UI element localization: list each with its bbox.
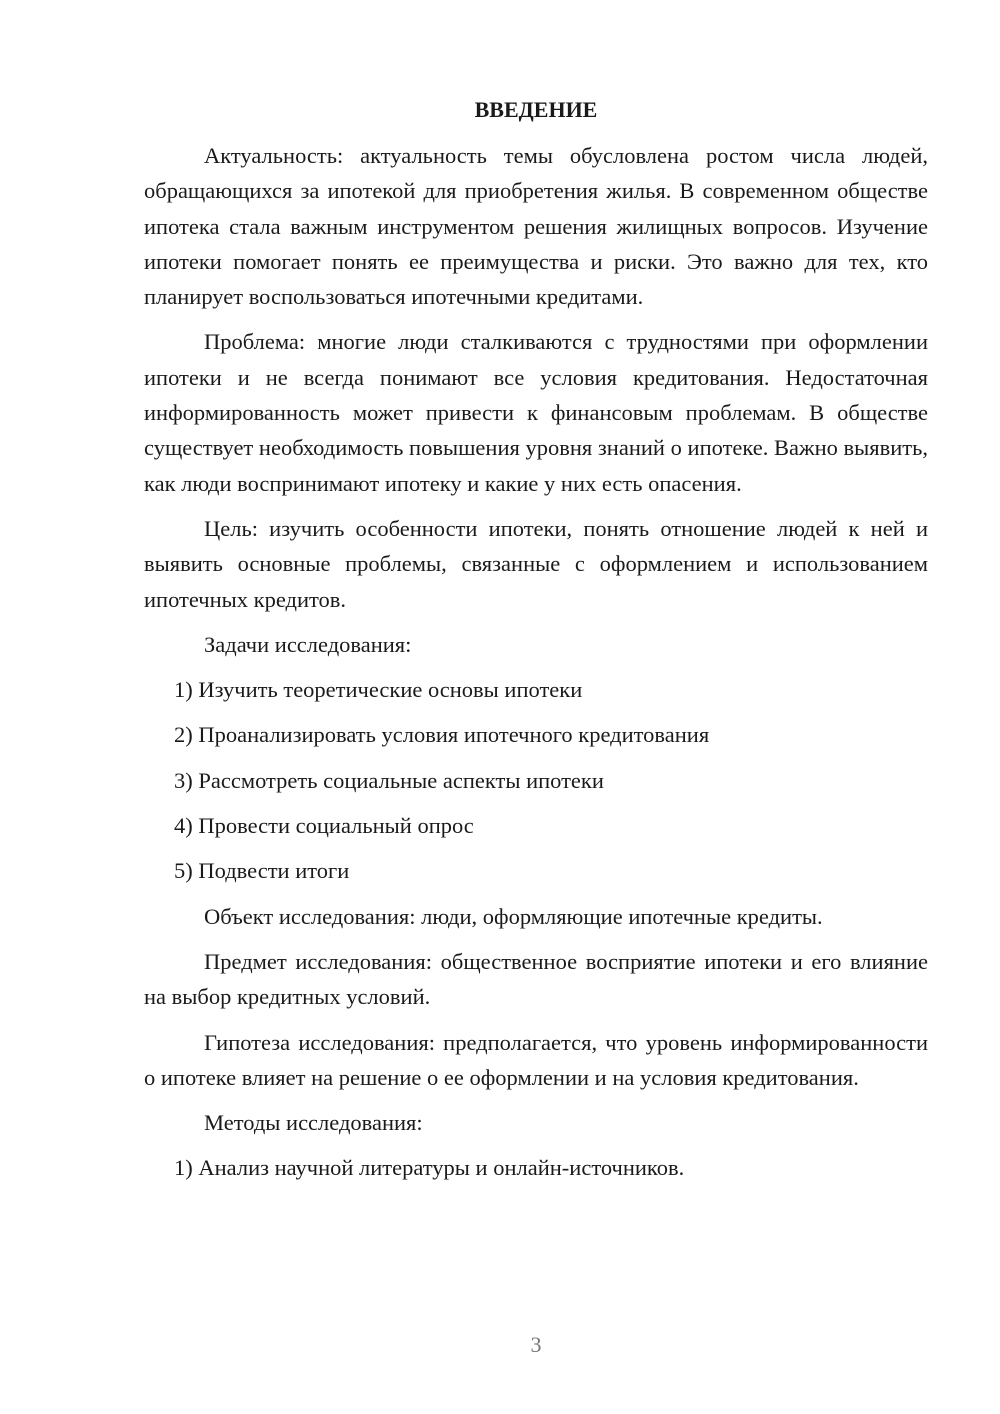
subject-paragraph: Предмет исследования: общественное восприятие ипотеки и его влияние на выбор кредитных условий. <box>144 948 928 1010</box>
object-line: Объект исследования: люди, оформляющие ипотечные кредиты. <box>204 903 823 929</box>
method-item: 1) Анализ научной литературы и онлайн-источников. <box>174 1155 685 1181</box>
tasks-heading: Задачи исследования: <box>204 631 412 657</box>
document-body <box>144 90 928 1196</box>
section-title: ВВЕДЕНИЕ <box>474 97 598 122</box>
task-item: 3) Рассмотреть социальные аспекты ипотеки <box>174 767 604 793</box>
relevance-paragraph: Актуальность: актуальность темы обусловлена ростом числа людей, обращающихся за ипотекой для приобретения жилья. В современном обществе ипотека стала важным инструментом решения жилищных вопросов. Изучение ипотеки помогает понять ее преимущества и риски. Это важно для тех, кто планирует воспользоваться ипотечными кредитами. <box>144 143 928 310</box>
task-item: 2) Проанализировать условия ипотечного кредитования <box>174 722 710 748</box>
task-item: 1) Изучить теоретические основы ипотеки <box>174 677 583 703</box>
task-item: 5) Подвести итоги <box>174 858 350 884</box>
methods-heading: Методы исследования: <box>204 1110 423 1136</box>
task-item: 4) Провести социальный опрос <box>174 813 474 839</box>
hypothesis-paragraph: Гипотеза исследования: предполагается, что уровень информированности о ипотеке влияет на решение о ее оформлении и на условия кредитования. <box>144 1029 928 1090</box>
goal-paragraph: Цель: изучить особенности ипотеки, понять отношение людей к ней и выявить основные проблемы, связанные с оформлением и использованием ипотечных кредитов. <box>144 515 928 612</box>
problem-paragraph: Проблема: многие люди сталкиваются с трудностями при оформлении ипотеки и не всегда понимают все условия кредитования. Недостаточная информированность может привести к финансовым проблемам. В обществе существует необходимость повышения уровня знаний о ипотеке. Важно выявить, как люди воспринимают ипотеку и какие у них есть опасения. <box>144 329 928 496</box>
page-number: 3 <box>530 1332 542 1357</box>
